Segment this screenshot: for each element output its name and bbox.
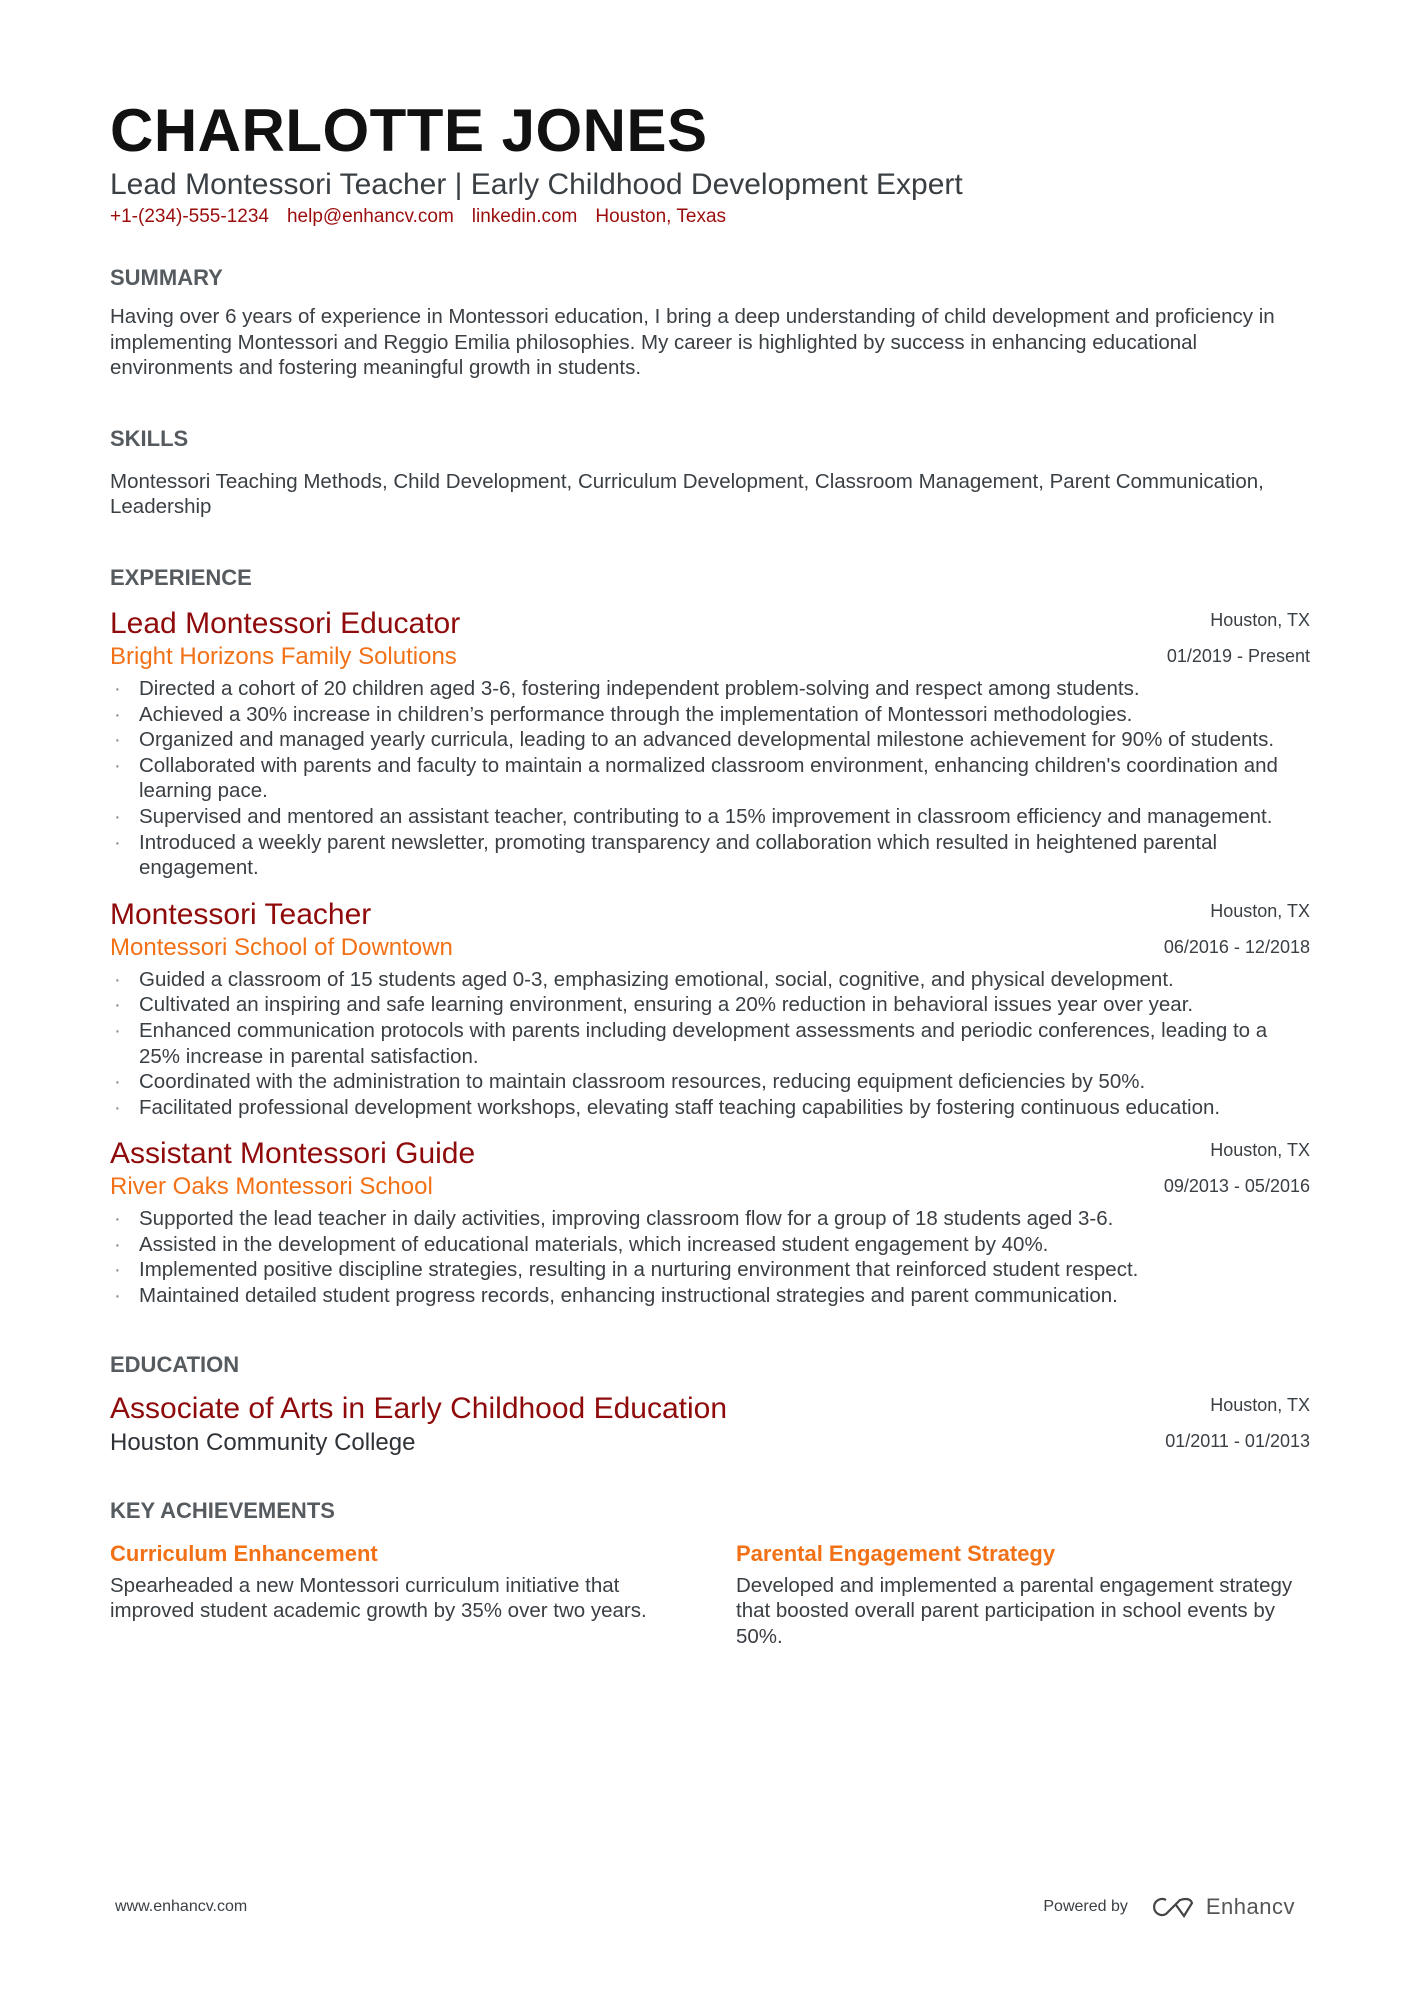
- job-title: Assistant Montessori Guide: [110, 1137, 476, 1171]
- bullet-item: · Implemented positive discipline strategies, resulting in a nurturing environment that reinforced student respect.: [110, 1257, 1310, 1283]
- education-dates: 01/2011 - 01/2013: [1165, 1430, 1310, 1451]
- education-entry: [110, 1391, 1310, 1459]
- skills-text: Montessori Teaching Methods, Child Development, Curriculum Development, Classroom Management, Parent Communication, Leadership: [110, 469, 1264, 519]
- company-name: Montessori School of Downtown: [110, 933, 453, 961]
- degree: Associate of Arts in Early Childhood Education: [110, 1391, 728, 1425]
- bullet-item: · Facilitated professional development workshops, elevating staff teaching capabilities by fostering continuous education.: [110, 1095, 1310, 1121]
- job-dates: 01/2019 - Present: [1166, 645, 1310, 666]
- candidate-name: CHARLOTTE JONES: [110, 97, 708, 164]
- enhancv-logo-icon: [1150, 1895, 1196, 1919]
- bullet-item: · Directed a cohort of 20 children aged 3-6, fostering independent problem-solving and respect among students.: [110, 676, 1310, 702]
- education-location: Houston, TX: [1210, 1394, 1310, 1415]
- summary-text: Having over 6 years of experience in Montessori education, I bring a deep understanding of child development and proficiency in implementing Montessori and Reggio Emilia philosophies. My career is highlighted by success in enhancing educational environments and fostering meaningful growth in students.: [110, 305, 1275, 380]
- bullet-item: · Achieved a 30% increase in children’s performance through the implementation of Montessori methodologies.: [110, 702, 1310, 728]
- job-entry: [110, 897, 1310, 1121]
- summary-heading: SUMMARY: [110, 265, 223, 290]
- candidate-title: Lead Montessori Teacher | Early Childhood Development Expert: [110, 168, 963, 201]
- resume: [110, 96, 1310, 1649]
- bullet-item: · Supervised and mentored an assistant teacher, contributing to a 15% improvement in classroom efficiency and management.: [110, 804, 1310, 830]
- bullet-item: · Maintained detailed student progress records, enhancing instructional strategies and parent communication.: [110, 1283, 1310, 1309]
- achievement-item: [736, 1539, 1306, 1650]
- enhancv-logo[interactable]: [1150, 1894, 1295, 1920]
- job-dates: 06/2016 - 12/2018: [1163, 936, 1310, 957]
- bullet-item: · Assisted in the development of educational materials, which increased student engagement by 40%.: [110, 1232, 1310, 1258]
- footer: [115, 1894, 1295, 1919]
- job-bullets: [110, 676, 1310, 881]
- job-entry: [110, 1136, 1310, 1308]
- contact-info: [110, 204, 1310, 230]
- company-name: River Oaks Montessori School: [110, 1173, 433, 1201]
- powered-by: [1043, 1894, 1295, 1920]
- job-bullets: [110, 967, 1310, 1121]
- achievement-text: Developed and implemented a parental engagement strategy that boosted overall parent participation in school events by 50%.: [736, 1573, 1293, 1648]
- bullet-item: · Introduced a weekly parent newsletter, promoting transparency and collaboration which resulted in heightened parental engagement.: [110, 830, 1310, 881]
- job-location: Houston, TX: [1210, 1140, 1310, 1161]
- achievement-title: Parental Engagement Strategy: [736, 1540, 1056, 1566]
- achievement-item: [110, 1539, 680, 1650]
- experience-heading: EXPERIENCE: [110, 564, 252, 590]
- footer-url[interactable]: www.enhancv.com: [115, 1898, 248, 1915]
- job-entry: [110, 606, 1310, 881]
- bullet-item: · Cultivated an inspiring and safe learning environment, ensuring a 20% reduction in behavioral issues year over year.: [110, 992, 1310, 1018]
- powered-label: Powered by: [1043, 1898, 1128, 1915]
- linkedin[interactable]: linkedin.com: [471, 206, 578, 227]
- job-title: Montessori Teacher: [110, 897, 372, 931]
- bullet-item: · Guided a classroom of 15 students aged 0-3, emphasizing emotional, social, cognitive, and physical development.: [110, 967, 1310, 993]
- bullet-item: · Organized and managed yearly curricula, leading to an advanced developmental milestone achievement for 90% of students.: [110, 727, 1310, 753]
- education-heading: EDUCATION: [110, 1351, 240, 1377]
- job-location: Houston, TX: [1210, 609, 1310, 630]
- school: Houston Community College: [110, 1428, 416, 1456]
- location: Houston, Texas: [595, 206, 727, 227]
- brand-name: Enhancv: [1205, 1894, 1295, 1919]
- job-bullets: [110, 1206, 1310, 1308]
- job-dates: 09/2013 - 05/2016: [1163, 1176, 1310, 1197]
- job-location: Houston, TX: [1210, 900, 1310, 921]
- bullet-item: · Enhanced communication protocols with parents including development assessments and periodic conferences, leading to a 25% increase in parental satisfaction.: [110, 1018, 1310, 1069]
- achievement-title: Curriculum Enhancement: [110, 1540, 378, 1566]
- email[interactable]: help@enhancv.com: [286, 206, 454, 227]
- bullet-item: · Supported the lead teacher in daily activities, improving classroom flow for a group of 18 students aged 3-6.: [110, 1206, 1310, 1232]
- job-title: Lead Montessori Educator: [110, 606, 461, 640]
- phone[interactable]: +1-(234)-555-1234: [110, 206, 269, 227]
- achievements-heading: KEY ACHIEVEMENTS: [110, 1497, 335, 1523]
- achievements-list: [110, 1539, 1310, 1650]
- company-name: Bright Horizons Family Solutions: [110, 642, 457, 670]
- skills-heading: SKILLS: [110, 425, 189, 451]
- bullet-item: · Collaborated with parents and faculty to maintain a normalized classroom environment, enhancing children's coordination and learning pace.: [110, 753, 1310, 804]
- bullet-item: · Coordinated with the administration to maintain classroom resources, reducing equipment deficiencies by 50%.: [110, 1069, 1310, 1095]
- experience-list: [110, 606, 1310, 1309]
- achievement-text: Spearheaded a new Montessori curriculum initiative that improved student academic growth by 35% over two years.: [110, 1573, 647, 1623]
